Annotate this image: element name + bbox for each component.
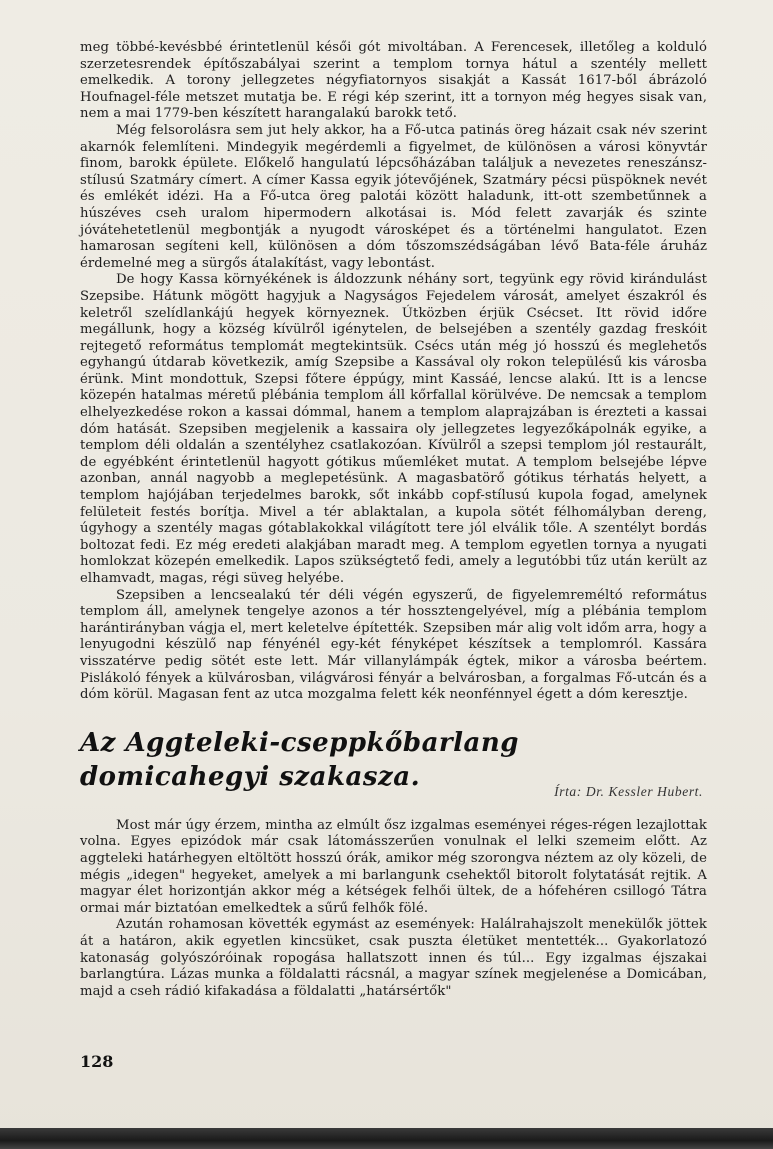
paragraph: meg többé-kevésbbé érintetlenül késői gót mivoltában. A Ferencesek, illetőleg a kolduló szerzetesrendek építőszabályai szerint a templom tornya hátul a szentély mellett emelkedik. A torony jellegzetes négyfiatornyos sisakját a Kassát 1617-ből ábrázoló Houfnagel-féle metszet mutatja be. E régi kép szerint, itt a tornyon még hegyes sisak van, nem a mai 1779-ben készített harangalakú barokk tető. (80, 40, 707, 122)
paragraph: Azután rohamosan követték egymást az események: Halálrahajszolt menekülők jöttek át a határon, akik egyetlen kincsüket, csak puszta életüket mentették... Gyakorlatozó katonaság golyószóróinak ropogása hallatszott innen és túl... Egy izgalmas éjszakai barlangtúra. Lázas munka a földalatti rácsnál, a magyar színek megjelenése a Domicában, majd a cseh rádió kifakadása a földalatti „határsértők" (80, 917, 707, 999)
article-title-line-1: Az Aggteleki-cseppkőbarlang (80, 727, 519, 758)
paragraph: Szepsiben a lencsealakú tér déli végén egyszerű, de figyelemreméltó református templom áll, amelynek tengelye azonos a tér hossztengelyével, míg a plébánia templom harántirányban vágja el, mert keletelve építették. Szepsiben már alig volt időm arra, hogy a lenyugodni készülő nap fényénél egy-két fényképet készítsek a templomról. Kassára visszatérve pedig sötét este lett. Már villanylámpák égtek, mikor a városba beértem. Pislákoló fények a külvárosban, világvárosi fényár a belvárosban, a forgalmas Fő-utcán és a dóm körül. Magasan fent az utca mozgalma felett kék neonfénnyel égett a dóm keresztje. (80, 587, 707, 703)
article-body (80, 818, 707, 1001)
paragraph: De hogy Kassa környékének is áldozzunk néhány sort, tegyünk egy rövid kirándulást Szepsibe. Hátunk mögött hagyjuk a Nagyságos Fejedelem városát, amelyet északról és keletről szelídlankájú hegyek környeznek. Útközben érjük Csécset. Itt rövid időre megállunk, hogy a község kívülről igénytelen, de belsejében a szentély gazdag freskóit rejtegető református templomát megtekintsük. Csécs után még jó hosszú és meglehetős egyhangú útdarab következik, amíg Szepsibe a Kassával oly rokon településű kis városba érünk. Mint mondottuk, Szepsi főtere éppúgy, mint Kassáé, lencse alakú. Itt is a lencse közepén hatalmas méretű plébánia templom áll kőrfallal körülvéve. De nemcsak a templom elhelyezkedése rokon a kassai dómmal, hanem a templom alaprajzában is érezteti a kassai dóm hatását. Szepsiben megjelenik a kassaira oly jellegzetes legyezőkápolnák egyike, a templom déli oldalán a szentélyhez csatlakozóan. Kívülről a szepsi templom jól restaurált, de egyébként érintetlenül hagyott gótikus műemléket mutat. A templom belsejébe lépve azonban, annál nagyobb a meglepetésünk. A magasbatörő gótikus térhatás helyett, a templom hajójában terjedelmes barokk, sőt inkább copf-stílusú kupola fogad, amelynek felületeit festés borítja. Mivel a tér ablaktalan, a kupola sötét félhomályban dereng, úgyhogy a szentély magas gótablakokkal világított tere jól elválik tőle. A szentélyt bordás boltozat fedi. Ez még eredeti alakjában maradt meg. A templom egyetlen tornya a nyugati homlokzat közepén emelkedik. Lapos szükségtető fedi, amely a legutóbbi tűz után került az elhamvadt, magas, régi süveg helyébe. (80, 272, 707, 586)
scan-bottom-edge (0, 1128, 773, 1149)
article-heading (80, 726, 707, 810)
text-column (80, 40, 707, 1000)
author-byline: Írta: Dr. Kessler Hubert. (554, 783, 703, 799)
page-number: 128 (80, 1052, 114, 1071)
article-title-line-2: domicahegyi szakasza. (80, 761, 421, 792)
paragraph: Még felsorolásra sem jut hely akkor, ha a Fő-utca patinás öreg házait csak név szerint akarnók felemlíteni. Mindegyik megérdemli a figyelmet, de különösen a városi könyvtár finom, barokk épülete. Előkelő hangulatú lépcsőházában találjuk a nevezetes reneszánsz-stílusú Szatmáry címert. A címer Kassa egyik jótevőjének, Szatmáry pécsi püspöknek nevét és emlékét idézi. Ha a Fő-utca öreg palotái között haladunk, itt-ott szembetűnnek a húszéves cseh uralom hipermodern alkotásai is. Mód felett zavarják és szinte jóvátehetetlenül megbontják a nyugodt városképet és a történelmi hangulatot. Ezen hamarosan segíteni kell, különösen a dóm tőszomszédságában lévő Bata-féle áruház érdemelné meg a sürgős átalakítást, vagy lebontást. (80, 122, 707, 271)
paragraph: Most már úgy érzem, mintha az elmúlt ősz izgalmas eseményei réges-régen lezajlottak volna. Egyes epizódok már csak látomásszerűen vonulnak el lelki szemeim előtt. Az aggteleki határhegyen eltöltött hosszú órák, amikor még szorongva néztem az oly közeli, de mégis „idegen" hegyeket, amelyek a mi barlangunk csehektől bitorolt folytatását rejtik. A magyar élet horizontján akkor még a kétségek felhői ültek, de a hófehéren csillogó Tátra ormai már biztatóan emelkedtek a sűrű felhők fölé. (80, 817, 707, 916)
